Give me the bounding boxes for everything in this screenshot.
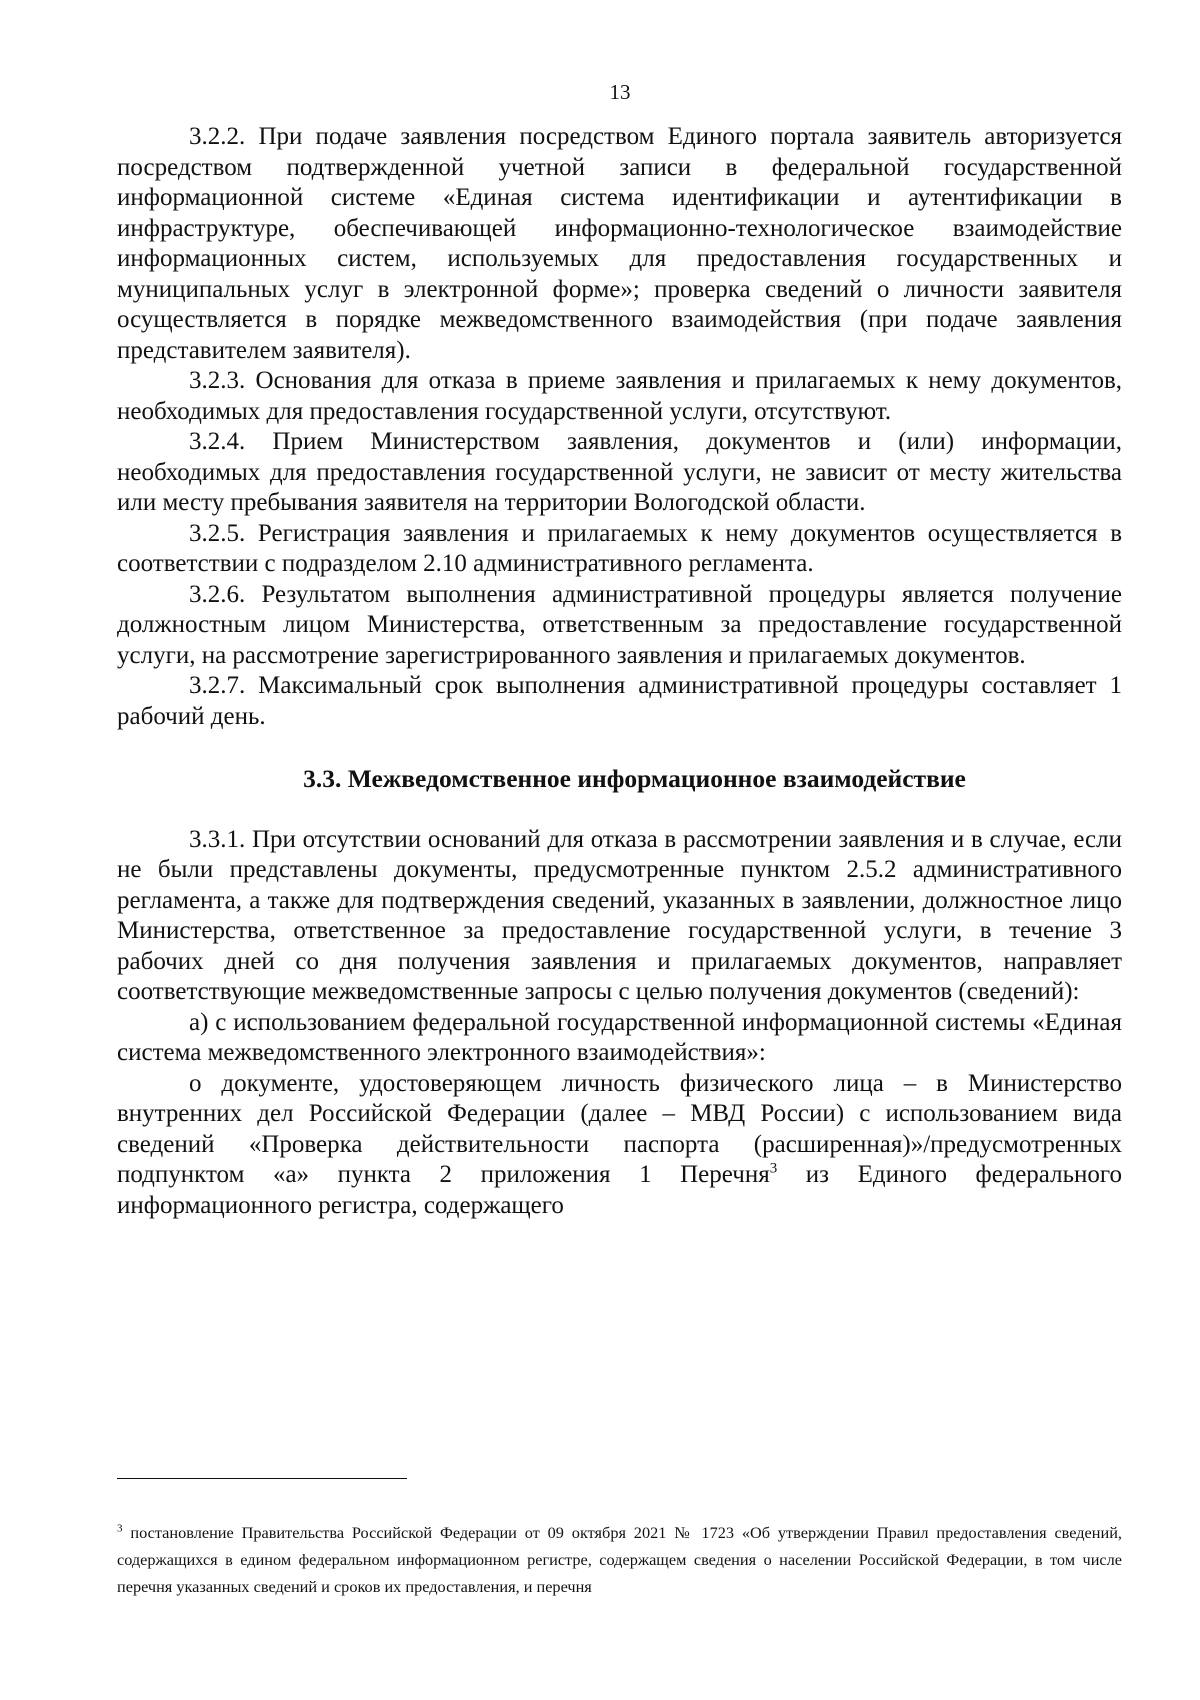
paragraph-text-after-ref: из Единого федерального информационного регистра, содержащего: [117, 1161, 1123, 1219]
footnote: [117, 1519, 1122, 1600]
paragraph-text-before-ref: о документе, удостоверяющем личность физического лица – в Министерство внутренних дел Российской Федерации (далее – МВД России) с использованием вида сведений «Проверка действительности паспорта (расширенная)»/предусмотренных подпунктом «а» пункта 2 приложения 1 Перечня: [117, 1069, 1122, 1188]
paragraph-3-2-6: 3.2.6. Результатом выполнения административной процедуры является получение должностным лицом Министерства, ответственным за предоставление государственной услуги, на рассмотрение зарегистрированного заявления и прилагаемых документов.: [117, 580, 1122, 669]
paragraph-identity-document: [117, 1069, 1122, 1222]
paragraph-subitem-a: а) с использованием федеральной государственной информационной системы «Единая система межведомственного электронного взаимодействия»:: [117, 1008, 1122, 1066]
paragraph-3-2-7: 3.2.7. Максимальный срок выполнения административной процедуры составляет 1 рабочий день.: [117, 672, 1122, 730]
paragraph-3-2-2: 3.2.2. При подаче заявления посредством Единого портала заявитель авторизуется посредством подтвержденной учетной записи в федеральной государственной информационной системе «Единая система идентификации и аутентификации в инфраструктуре, обеспечивающей информационно-технологическое взаимодействие информационных систем, используемых для предоставления государственных и муниципальных услуг в электронной форме»; проверка сведений о личности заявителя осуществляется в порядке межведомственного взаимодействия (при подаче заявления представителем заявителя).: [117, 123, 1122, 364]
page-number: 13: [609, 80, 631, 104]
paragraph-3-2-4: 3.2.4. Прием Министерством заявления, документов и (или) информации, необходимых для предоставления государственной услуги, не зависит от месту жительства или месту пребывания заявителя на территории Вологодской области.: [117, 428, 1122, 516]
paragraph-3-2-5: 3.2.5. Регистрация заявления и прилагаемых к нему документов осуществляется в соответствии с подразделом 2.10 административного регламента.: [117, 519, 1122, 577]
footnote-reference: 3: [769, 1160, 778, 1177]
footnote-mark: 3: [117, 1522, 123, 1535]
document-body: [117, 122, 1122, 1221]
paragraph-3-2-3: 3.2.3. Основания для отказа в приеме заявления и прилагаемых к нему документов, необходимых для предоставления государственной услуги, отсутствуют.: [117, 367, 1122, 425]
paragraph-3-3-1: 3.3.1. При отсутствии оснований для отказа в рассмотрении заявления и в случае, если не были представлены документы, предусмотренные пунктом 2.5.2 административного регламента, а также для подтверждения сведений, указанных в заявлении, должностное лицо Министерства, ответственное за предоставление государственной услуги, в течение 3 рабочих дней со дня получения заявления и прилагаемых документов, направляет соответствующие межведомственные запросы с целью получения документов (сведений):: [117, 825, 1122, 1005]
footnote-text: постановление Правительства Российской Федерации от 09 октября 2021 № 1723 «Об утверждении Правил предоставления сведений, содержащихся в едином федеральном информационном регистре, содержащем сведения о населении Российской Федерации, в том числе перечня указанных сведений и сроков их предоставления, и перечня: [117, 1523, 1122, 1596]
section-heading: 3.3. Межведомственное информационное взаимодействие: [303, 764, 966, 793]
footnote-separator: [117, 1478, 407, 1479]
